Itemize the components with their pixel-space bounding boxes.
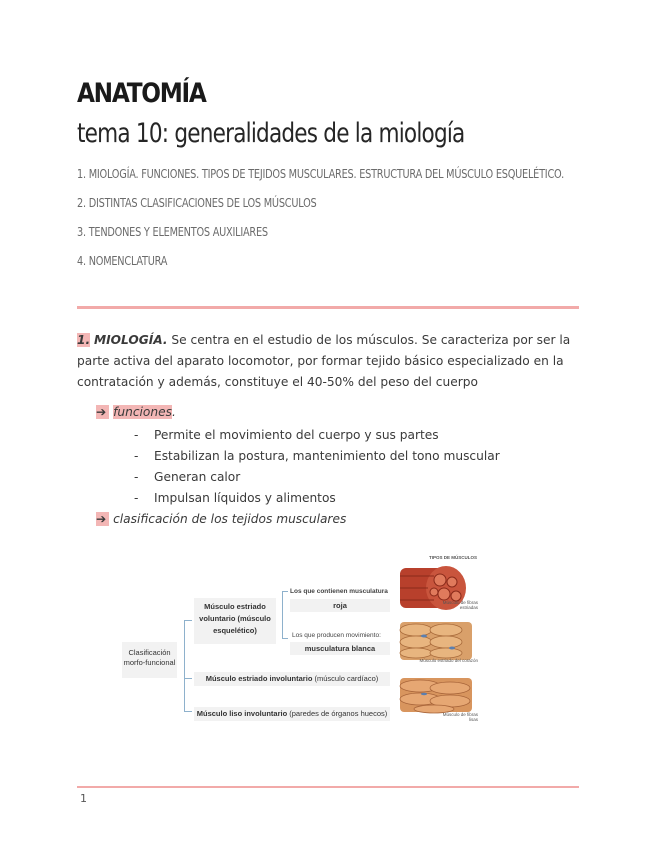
section1-paragraph xyxy=(77,330,582,393)
figure-image-label-3: Músculo de fibras lisas xyxy=(442,712,478,722)
toc-item-1: 1. MIOLOGÍA. FUNCIONES. TIPOS DE TEJIDOS MUSCULARES. ESTRUCTURA DEL MÚSCULO ESQUELÉTICO. xyxy=(77,166,564,181)
footer-divider xyxy=(77,786,579,788)
functions-heading xyxy=(96,405,176,419)
figure-image-label-1: Músculo de fibras estriadas xyxy=(442,600,478,610)
figure-red-box: roja xyxy=(290,599,390,612)
figure-image-label-2: Músculo estriado del corazón xyxy=(419,658,478,663)
functions-suffix: . xyxy=(171,405,176,419)
section1-title: MIOLOGÍA. xyxy=(94,333,168,347)
page-title: ANATOMÍA xyxy=(77,78,206,109)
figure-smooth-box: Músculo liso involuntario (paredes de órganos huecos) xyxy=(194,707,390,721)
figure-red-caption: Los que contienen musculatura xyxy=(290,588,388,595)
muscle-classification-figure xyxy=(122,550,480,728)
figure-white-box: musculatura blanca xyxy=(290,642,390,655)
list-item: - Impulsan líquidos y alimentos xyxy=(134,491,336,505)
figure-white-caption: Los que producen movimiento: xyxy=(292,632,381,639)
arrow-right-icon: ➔ xyxy=(96,405,109,419)
list-item: - Permite el movimiento del cuerpo y sus partes xyxy=(134,428,439,442)
page-number: 1 xyxy=(80,792,87,805)
muscle-tissue-image xyxy=(394,560,480,728)
classification-heading xyxy=(96,512,346,526)
figure-cardiac-box: Músculo estriado involuntario (músculo cardíaco) xyxy=(194,672,390,686)
connector-line xyxy=(184,620,185,712)
toc-item-2: 2. DISTINTAS CLASIFICACIONES DE LOS MÚSCULOS xyxy=(77,195,317,210)
section-divider xyxy=(77,306,579,309)
arrow-right-icon: ➔ xyxy=(96,512,109,526)
cardiac-muscle-icon xyxy=(400,622,472,660)
page-subtitle: tema 10: generalidades de la miología xyxy=(77,118,465,149)
toc-item-3: 3. TENDONES Y ELEMENTOS AUXILIARES xyxy=(77,224,268,239)
figure-image-title: TIPOS DE MÚSCULOS xyxy=(428,555,477,560)
figure-root-box: Clasificación morfo-funcional xyxy=(122,642,177,678)
smooth-muscle-icon xyxy=(400,678,472,713)
list-item: - Estabilizan la postura, mantenimiento del tono muscular xyxy=(134,449,500,463)
section1-number: 1. xyxy=(77,333,91,347)
classification-label: clasificación de los tejidos musculares xyxy=(113,512,347,526)
section1-text: Se centra en el estudio de los músculos. Se caracteriza por ser la parte activa del aparato locomotor, por formar tejido básico especializado en la contratación y además, constituye el 40-50% del peso del cuerpo xyxy=(77,333,571,389)
figure-striated-box: Músculo estriado voluntario (músculo esquelético) xyxy=(194,598,276,644)
toc-item-4: 4. NOMENCLATURA xyxy=(77,253,168,268)
functions-label: funciones xyxy=(113,405,172,419)
list-item: - Generan calor xyxy=(134,470,241,484)
